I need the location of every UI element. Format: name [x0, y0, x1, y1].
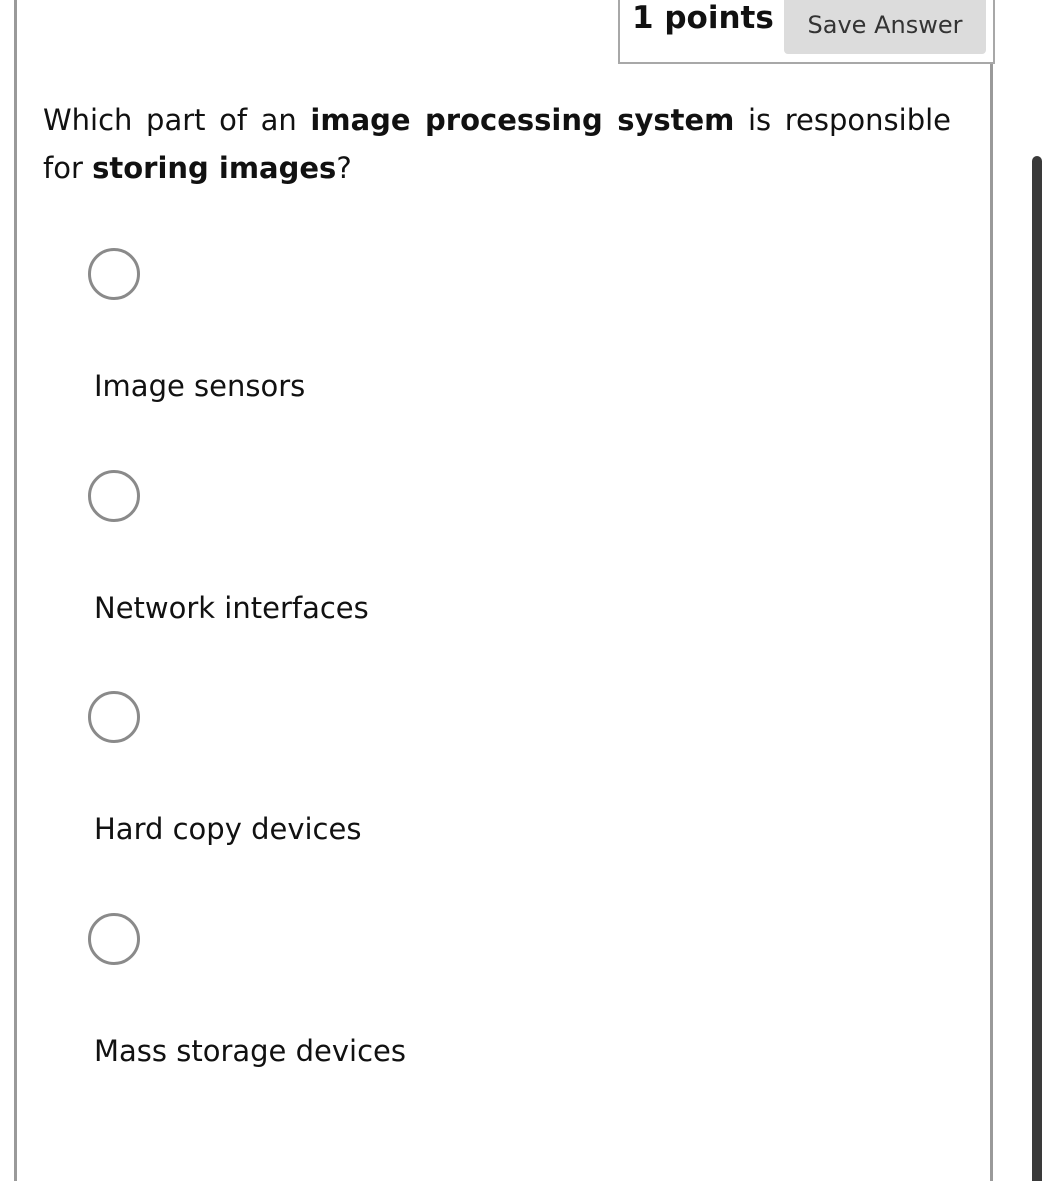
answer-option-label: Network interfaces	[94, 591, 369, 625]
radio-button[interactable]	[88, 248, 140, 300]
radio-button[interactable]	[88, 913, 140, 965]
scrollbar[interactable]	[1032, 156, 1042, 1181]
question-text-bold-2: storing images	[92, 151, 337, 185]
content-frame-left-border	[14, 0, 17, 1181]
answer-option-label: Hard copy devices	[94, 812, 362, 846]
question-text-part-3: ?	[336, 151, 352, 185]
question-text-part-1: Which part of an	[43, 103, 311, 137]
save-answer-button[interactable]: Save Answer	[784, 0, 986, 54]
content-frame-right-border	[990, 64, 993, 1181]
radio-button[interactable]	[88, 691, 140, 743]
question-text-bold-1: image processing system	[310, 103, 735, 137]
question-text-part-2: is responsible for	[43, 103, 952, 185]
radio-button[interactable]	[88, 470, 140, 522]
question-text	[43, 96, 951, 192]
answer-option-mass-storage-devices[interactable]	[88, 913, 688, 1093]
answer-option-image-sensors[interactable]	[88, 248, 688, 428]
question-header-box	[618, 0, 995, 64]
answer-option-network-interfaces[interactable]	[88, 470, 688, 650]
answer-option-hard-copy-devices[interactable]	[88, 691, 688, 871]
answer-option-label: Image sensors	[94, 369, 306, 403]
points-label: 1 points	[632, 0, 774, 36]
answer-option-label: Mass storage devices	[94, 1034, 406, 1068]
